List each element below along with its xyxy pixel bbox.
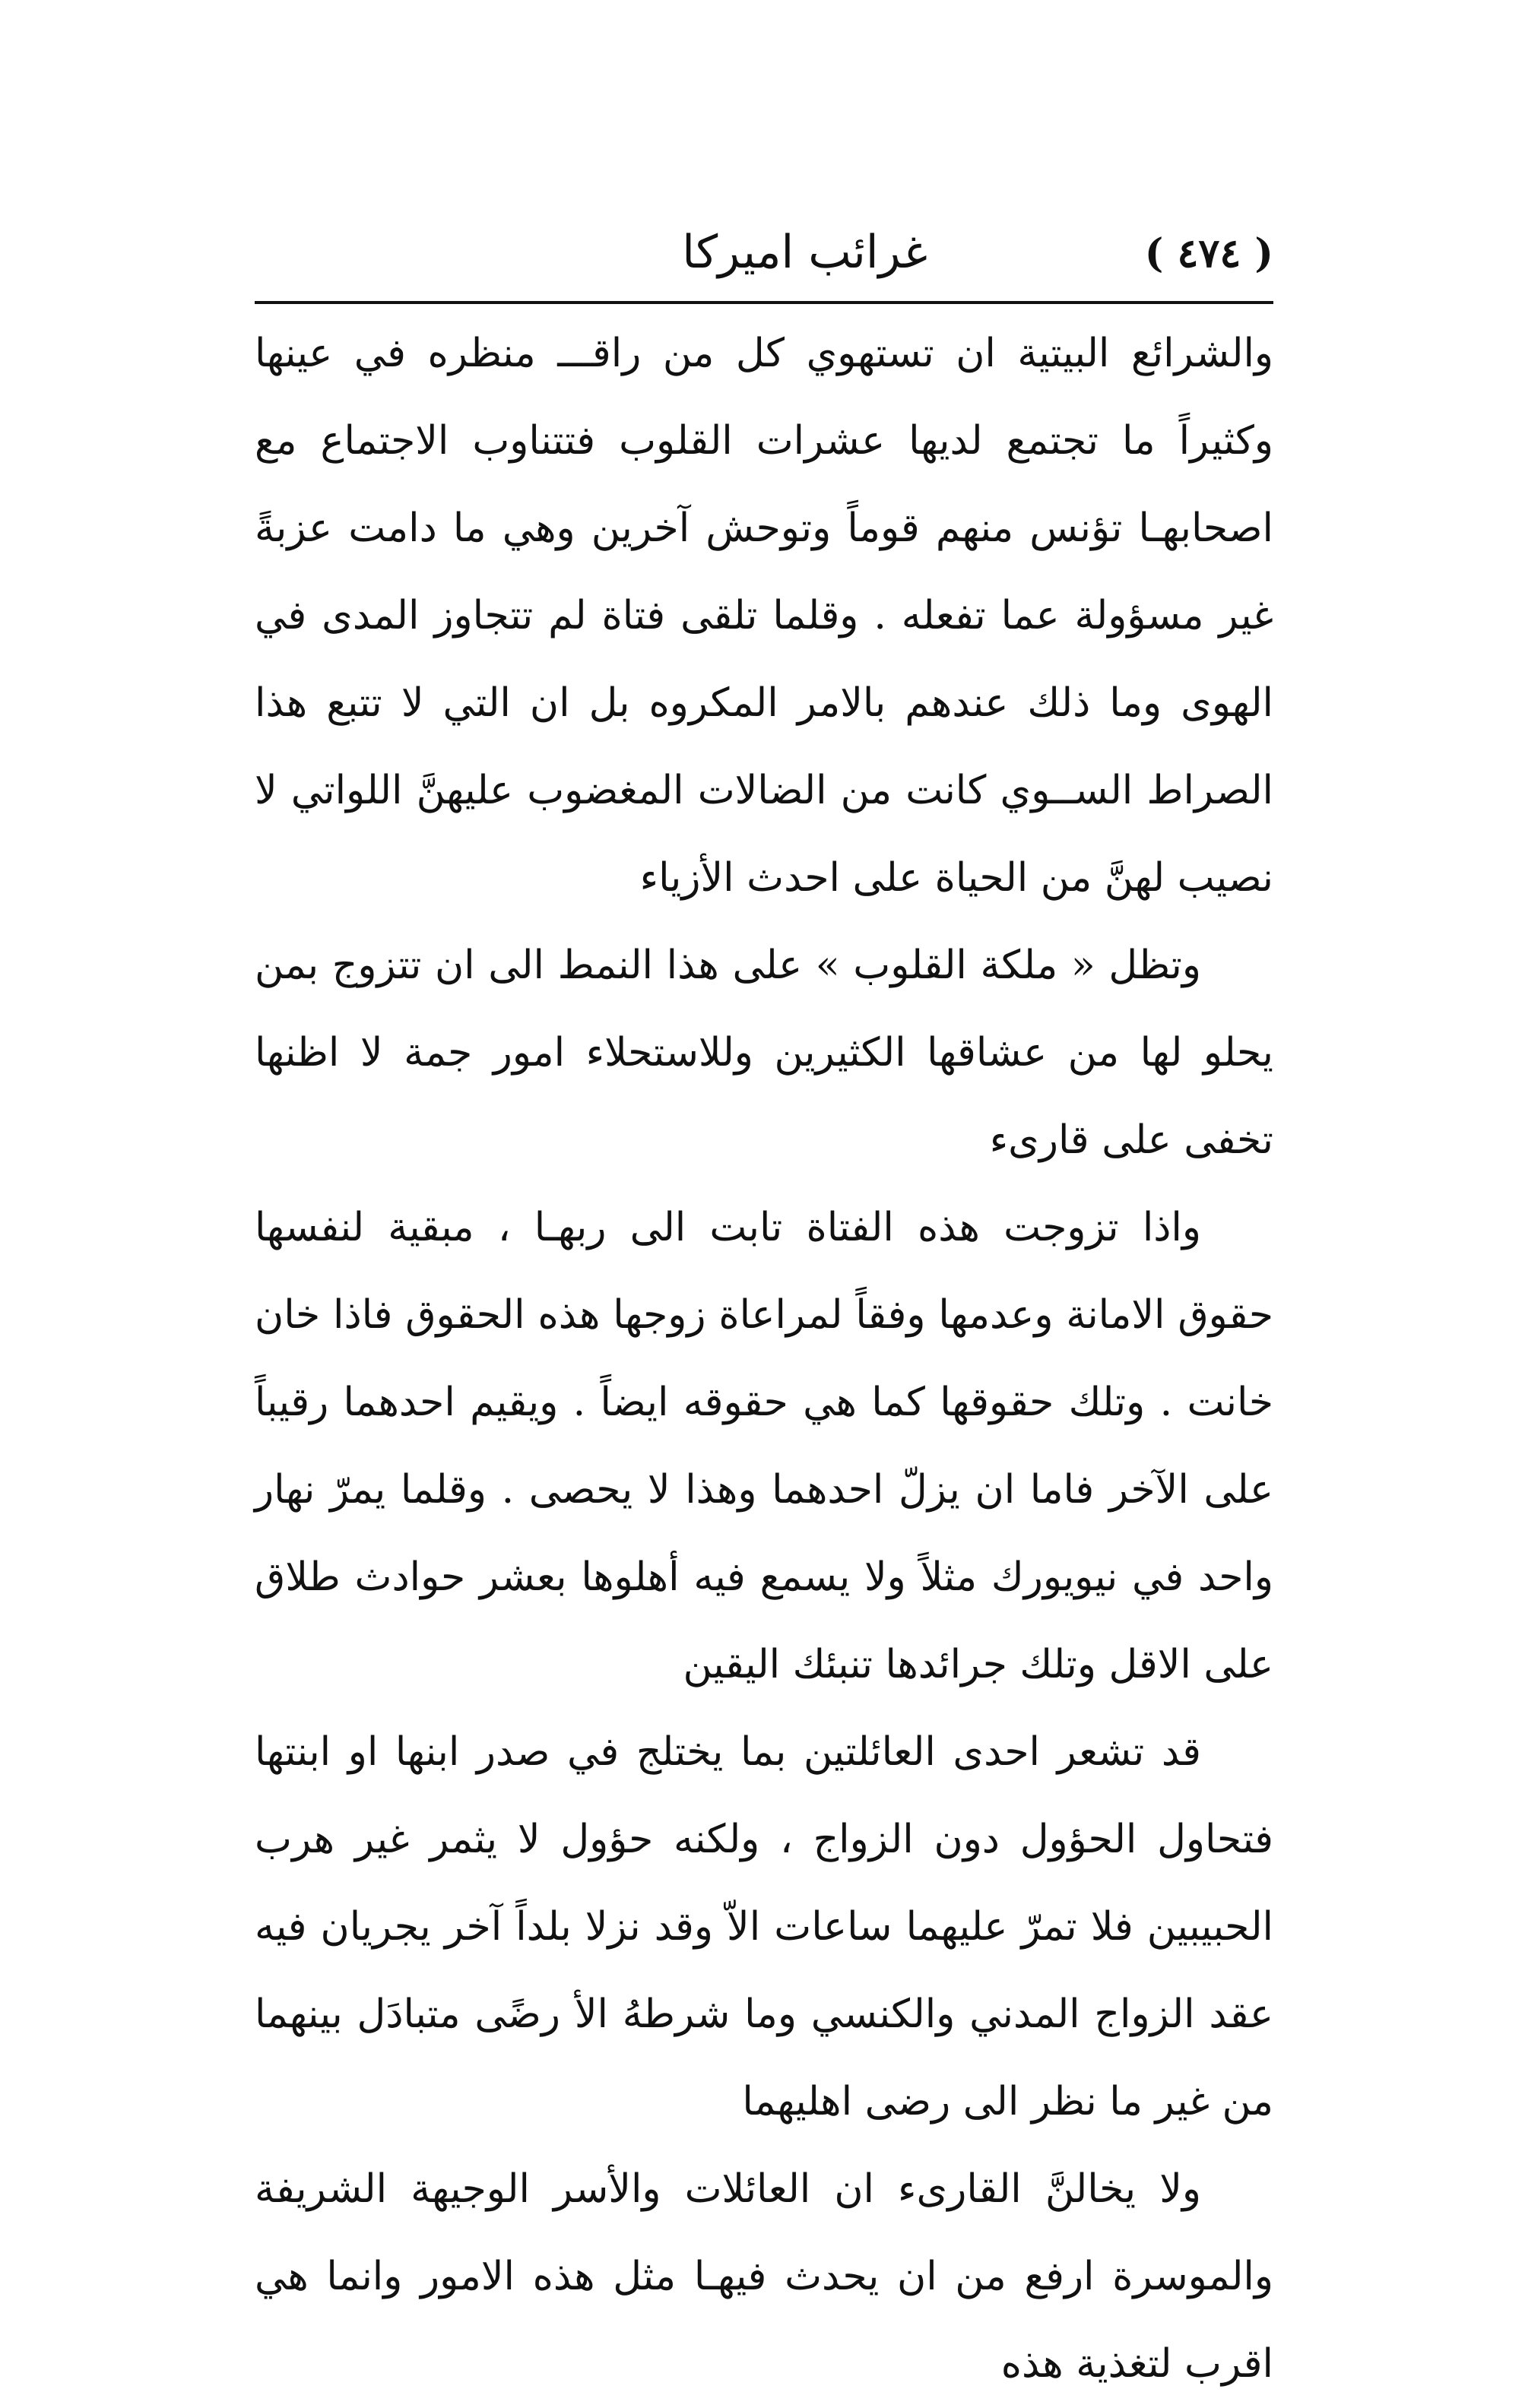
header-rule	[255, 301, 1273, 304]
paragraph: قد تشعر احدى العائلتين بما يختلج في صدر ابنها او ابنتها فتحاول الحؤول دون الزواج ، ولكنه حؤول لا يثمر غير هرب الحبيبين فلا تمرّ عليهما ساعات الاّ وقد نزلا بلداً آخر يجريان فيه عقد الزواج المدني والكنسي وما شرطهُ الأ رضًى متبادَل بينهما من غير ما نظر الى رضى اهليهما	[255, 1729, 1274, 2124]
paragraph: وتظل « ملكة القلوب » على هذا النمط الى ان تتزوج بمن يحلو لها من عشاقها الكثيرين وللاستحلاء امور جمة لا اظنها تخفى على قارىء	[255, 943, 1273, 1163]
page-header	[255, 217, 1273, 300]
page-number: ( ٤٧٤ )	[1144, 230, 1273, 277]
paragraph: والشرائع البيتية ان تستهوي كل من راقـــ منظره في عينها وكثيراً ما تجتمع لديها عشرات القلوب فتتناوب الاجتماع مع اصحابهـا تؤنس منهم قوماً وتوحش آخرين وهي ما دامت عزبةً غير مسؤولة عما تفعله . وقلما تلقى فتاة لم تتجاوز المدى في الهوى وما ذلك عندهم بالامر المكروه بل ان التي لا تتبع هذا الصراط الســوي كانت من الضالات المغضوب عليهنَّ اللواتي لا نصيب لهنَّ من الحياة على احدث الأزياء	[255, 331, 1273, 901]
body-text	[255, 310, 1273, 2408]
paragraph: واذا تزوجت هذه الفتاة تابت الى ربهـا ، مبقية لنفسها حقوق الامانة وعدمها وفقاً لمراعاة زوجها هذه الحقوق فاذا خان خانت . وتلك حقوقها كما هي حقوقه ايضاً . ويقيم احدهما رقيباً على الآخر فاما ان يزلّ احدهما وهذا لا يحصى . وقلما يمرّ نهار واحد في نيويورك مثلاً ولا يسمع فيه أهلوها بعشر حوادث طلاق على الاقل وتلك جرائدها تنبئك اليقين	[255, 1205, 1273, 1687]
paragraph: ولا يخالنَّ القارىء ان العائلات والأسر الوجيهة الشريفة والموسرة ارفع من ان يحدث فيهـا مثل هذه الامور وانما هي اقرب لتغذية هذه	[255, 2166, 1273, 2387]
running-title: غرائب اميركا	[682, 226, 927, 279]
